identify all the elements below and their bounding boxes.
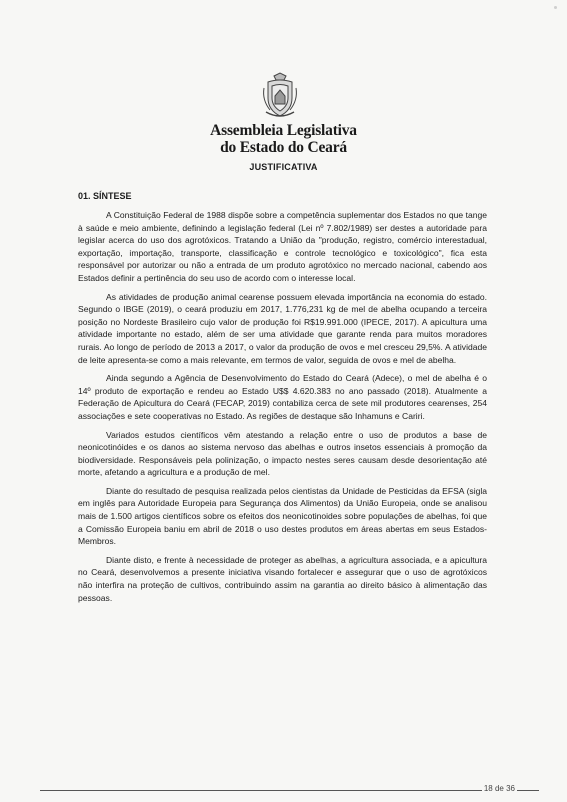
paragraph: Ainda segundo a Agência de Desenvolvimento do Estado do Ceará (Adece), o mel de abelha é o 14º produto de exportação e rendeu ao Estado U$$ 4.620.383 no ano passado (2018). Atualmente a Federação de Apicultura do Ceará (FECAP, 2019) contabiliza cerca de sete mil produtores cearenses, 254 associações e sete cooperativas no Estado. As regiões de destaque são Inhamuns e Cariri.: [78, 373, 487, 421]
paragraph: A Constituição Federal de 1988 dispõe sobre a competência suplementar dos Estados no que tange à saúde e meio ambiente, definindo a legislação federal (Lei nº 7.802/1989) ser destes a autoridade para legislar acerca do uso dos agrotóxicos. Tratando a União da "produção, registro, comércio interestadual, exportação, importação, transporte, classificação e controle tecnológico e toxicológico", fica esta responsável por autorizar ou não a entrada de um produto agrotóxico no mercado nacional, cabendo aos Estados definir a pertinência do seu uso de acordo com o interesse local.: [78, 210, 487, 283]
org-name-line2: do Estado do Ceará: [220, 139, 347, 156]
section-heading: 01. SÍNTESE: [78, 191, 132, 201]
org-name-line1: Assembleia Legislativa: [210, 122, 357, 139]
document-title: JUSTIFICATIVA: [249, 162, 318, 172]
paragraph: As atividades de produção animal cearense possuem elevada importância na economia do estado. Segundo o IBGE (2019), o ceará produziu em 2017, 1.776,231 kg de mel de abelha ocupando a terceira posição no Nordeste Brasileiro cujo valor de produção foi R$19.991.000 (IPECE, 2017). A apicultura uma atividade importante no estado, além de ser uma atividade que garante renda para muitos moradores rurais. Ao longo de período de 2013 a 2017, o valor da produção de ovos e mel cresceu 29,5%. A atividade de leite apresenta-se como a mais relevante, em termos de valor, seguida de ovos e mel de abelha.: [78, 291, 487, 365]
footer-rule: [40, 790, 539, 791]
paragraph: Diante do resultado de pesquisa realizada pelos cientistas da Unidade de Pesticidas da EFSA (sigla em inglês para Autoridade Europeia para Segurança dos Alimentos) da União Europeia, onde se analisou mais de 1.500 artigos científicos sobre os efeitos dos neonicotinoides sobre populações de abelhas, foi que a Comissão Europeia baniu em abril de 2018 o uso destes produtos em áreas abertas em seus Estados-Membros.: [78, 485, 487, 547]
document-body: [78, 209, 487, 610]
scan-dot: [554, 6, 557, 9]
paragraph: Variados estudos científicos vêm atestando a relação entre o uso de produtos a base de neonicotinóides e os danos ao sistema nervoso das abelhas e outros insetos essenciais à promoção da biodiversidade. Responsáveis pela polinização, o impacto nestes seres causam desde desorientação até morte, afetando a agricultura e a produção de mel.: [78, 429, 487, 478]
paragraph: Diante disto, e frente à necessidade de proteger as abelhas, a agricultura associada, e a apicultura no Ceará, desenvolvemos a presente iniciativa visando fortalecer e assegurar que o uso de agrotóxicos não interfira na proteção de cultivos, contribuindo assim na garantia ao direito básico à alimentação das pessoas.: [78, 554, 487, 603]
coat-of-arms-icon: [260, 72, 300, 120]
page-number: 18 de 36: [483, 784, 515, 793]
